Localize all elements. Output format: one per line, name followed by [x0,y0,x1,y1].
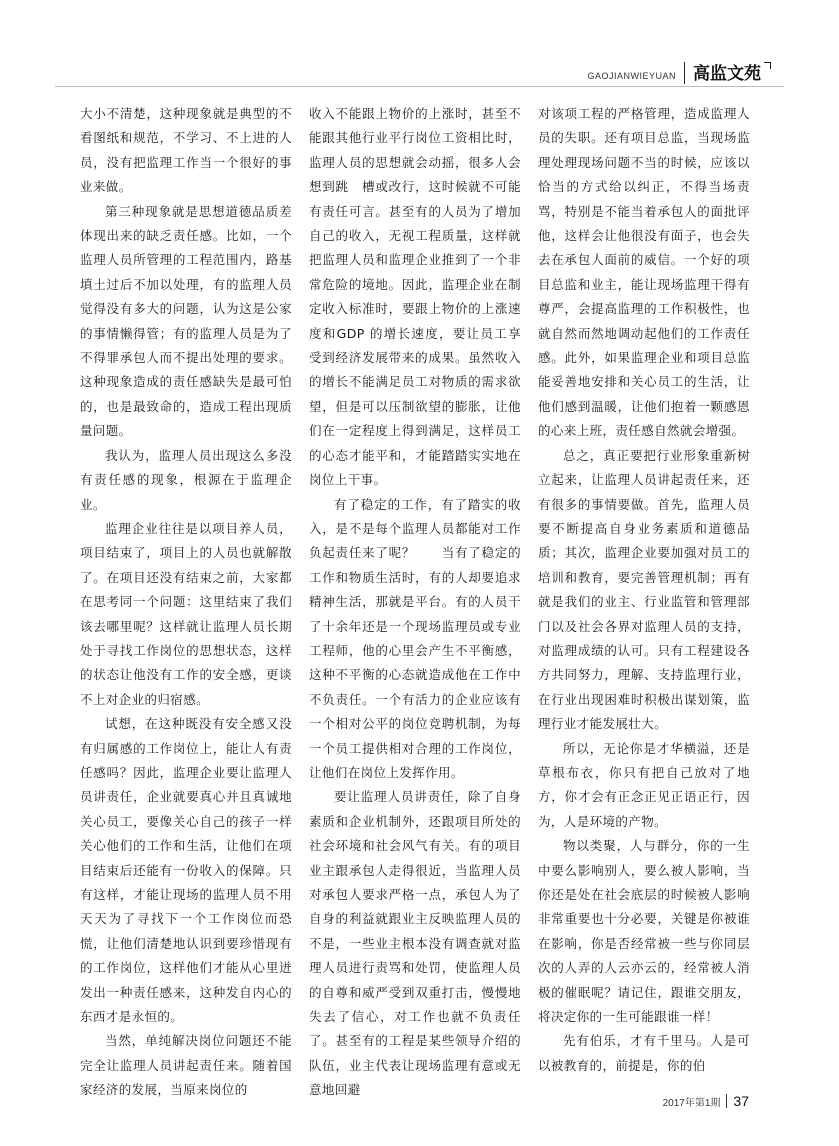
article-body [80,102,750,1098]
issue-label: 2017年第1期 [662,1097,721,1109]
paragraph: 有了稳定的工作，有了踏实的收入，是不是每个监理人员都能对工作负起责任来了呢？ 当有了稳定的工作和物质生活时，有的人却要追求精神生活，那就是平台。有的人员干了十余年还是一个现场监理员或专业工程师，他的心里会产生不平衡感，这种不平衡的心态就造成他在工作中不负责任。一个有活力的企业应该有一个相对公平的岗位竞聘机制，为每一个员工提供相对合理的工作岗位，让他们在岗位上发挥作用。 [309,496,521,780]
text-column-3 [538,102,750,1082]
column-name: 高监文苑 [693,64,761,84]
paragraph: 当然，单纯解决岗位问题还不能完全让监理人员讲起责任来。随着国家经济的发展，当原来岗位的 [80,1033,292,1098]
page-number: 37 [733,1093,749,1109]
header-rule [55,86,784,87]
header-latin-text: GAOJIANWIEYUAN [587,71,676,81]
paragraph: 所以，无论你是才华横溢，还是草根布衣，你只有把自己放对了地方，你才会有正念正见正语正行，因为，人是环境的产物。 [538,740,750,829]
corner-mark [764,62,771,69]
text-column-1 [80,102,292,1098]
paragraph: 要让监理人员讲责任，除了自身素质和企业机制外，还跟项目所处的社会环境和社会风气有关。有的项目业主跟承包人走得很近，当监理人员对承包人要求严格一点，承包人为了自身的利益就跟业主反映监理人员的不是，一些业主根本没有调查就对监理人员进行责骂和处罚，使监理人员的自尊和威严受到双重打击，慢慢地失去了信心，对工作也就不负责任了。甚至有的工程是某些领导介绍的队伍，业主代表让现场监理有意或无意地回避 [309,789,521,1098]
page-header [587,62,761,84]
text-column-2 [309,102,521,1098]
paragraph: 我认为，监理人员出现这么多没有责任感的现象，根源在于监理企业。 [80,447,292,512]
paragraph: 大小不清楚，这种现象就是典型的不看图纸和规范，不学习、不上进的人员，没有把监理工作当一个很好的事业来做。 [80,106,292,195]
paragraph: 试想，在这种既没有安全感又没有归属感的工作岗位上，能让人有责任感吗？因此，监理企业要让监理人员讲责任，企业就要真心并且真诚地关心员工，要像关心自己的孩子一样关心他们的工作和生活，让他们在项目结束后还能有一份收入的保障。只有这样，才能让现场的监理人员不用天天为了寻找下一个工作岗位而恐慌，让他们清楚地认识到要珍惜现有的工作岗位，这样他们才能从心里迸发出一种责任感来，这种发自内心的东西才是永恒的。 [80,716,292,1025]
paragraph: 先有伯乐，才有千里马。人是可以被教育的，前提是，你的伯 [538,1033,750,1073]
paragraph: 第三种现象就是思想道德品质差体现出来的缺乏责任感。比如，一个监理人员所管理的工程范围内，路基填土过后不加以处理，有的监理人员觉得没有多大的问题，认为这是公家的事情懒得管；有的监理人员是为了不得罪承包人而不提出处理的要求。这种现象造成的责任感缺失是最可怕的，也是最致命的，造成工程出现质量问题。 [80,203,292,439]
paragraph: 物以类聚，人与群分，你的一生中要么影响别人，要么被人影响，当你还是处在社会底层的时候被人影响非常重要也十分必要，关键是你被谁在影响，你是否经常被一些与你同层次的人弄的人云亦云的，经常被人消极的催眠呢？请记住，跟谁交朋友，将决定你的一生可能跟谁一样！ [538,838,750,1025]
paragraph: 监理企业往往是以项目养人员，项目结束了，项目上的人员也就解散了。在项目还没有结束之前，大家都在思考同一个问题：这里结束了我们该去哪里呢？这样就让监理人员长期处于寻找工作岗位的思想状态，这样的状态让他没有工作的安全感，更谈不上对企业的归宿感。 [80,520,292,707]
paragraph: 对该项工程的严格管理，造成监理人员的失职。还有项目总监，当现场监理处理现场问题不当的时候，应该以恰当的方式给以纠正，不得当场责骂，特别是不能当着承包人的面批评他，这样会让他很没有面子，也会失去在承包人面前的威信。一个好的项目总监和业主，能让现场监理干得有尊严，会提高监理的工作积极性，也就自然而然地调动起他们的工作责任感。此外，如果监理企业和项目总监能妥善地安排和关心员工的生活，让他们感到温暖，让他们抱着一颗感恩的心来上班，责任感自然就会增强。 [538,106,750,439]
paragraph: 收入不能跟上物价的上涨时，甚至不能跟其他行业平行岗位工资相比时，监理人员的思想就会动摇，很多人会想到跳 槽或改行，这时候就不可能有责任可言。甚至有的人员为了增加自己的收入，无视工程质量，这样就把监理人员和监理企业推到了一个非常危险的境地。因此，监理企业在制定收入标准时，要跟上物价的上涨速度和GDP 的增长速度，要让员工享受到经济发展带来的成果。虽然收入的增长不能满足员工对物质的需求欲望，但是可以压制欲望的膨胀，让他们在一定程度上得到满足，这样员工的心态才能平和，才能踏踏实实地在岗位上干事。 [309,106,521,488]
footer-divider [726,1094,727,1108]
header-divider [684,62,685,84]
page-footer [663,1093,749,1109]
paragraph: 总之，真正要把行业形象重新树立起来，让监理人员讲起责任来，还有很多的事情要做。首先，监理人员要不断提高自身业务素质和道德品质；其次，监理企业要加强对员工的培训和教育，要完善管理机制；再有就是我们的业主、行业监管和管理部门以及社会各界对监理人员的支持，对监理成绩的认可。只有工程建设各方共同努力，理解、支持监理行业，在行业出现困难时积极出谋划策，监理行业才能发展壮大。 [538,447,750,732]
